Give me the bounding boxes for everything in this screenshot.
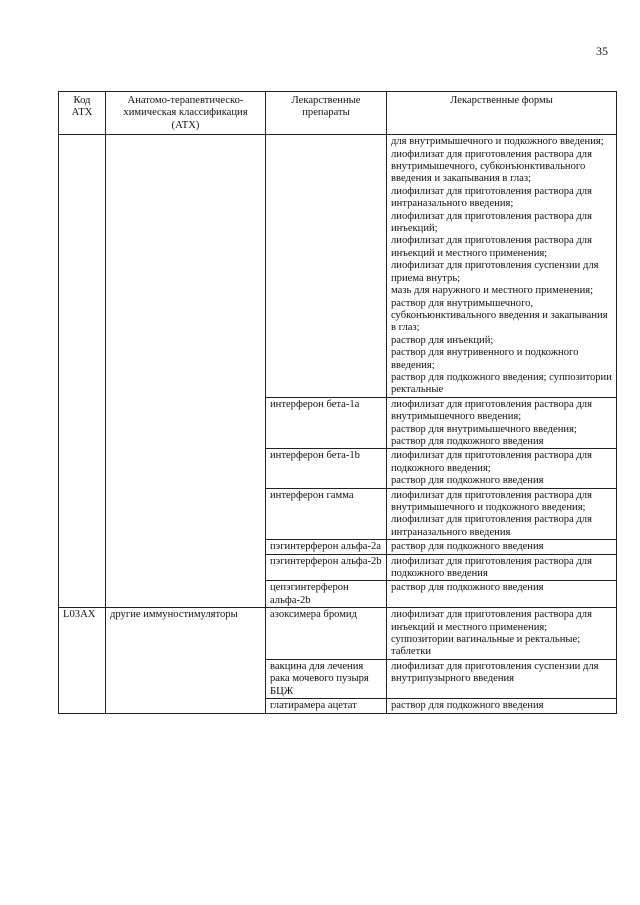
form-item: лиофилизат для приготовления суспензии для внутрипузырного введения xyxy=(391,660,599,685)
table-row xyxy=(59,608,617,660)
form-item: раствор для подкожного введения xyxy=(391,700,544,712)
header-drugs: Лекарственные препараты xyxy=(266,92,387,135)
form-item: суппозитории вагинальные и ректальные; xyxy=(391,634,581,646)
form-item: раствор для подкожного введения xyxy=(391,582,544,594)
form-item: мазь для наружного и местного применения; xyxy=(391,285,594,297)
page-number: 35 xyxy=(596,44,608,58)
form-item: лиофилизат для приготовления раствора для внутримышечного, субконъюнктивального введения и закапывания в глаз; xyxy=(391,148,592,185)
header-code: Код АТХ xyxy=(59,92,106,135)
form-item: раствор для подкожного введения; суппозитории ректальные xyxy=(391,371,612,396)
code-cell-empty xyxy=(59,135,106,608)
drug-name: интерферон бета-1b xyxy=(266,449,387,488)
drug-name: цепэгинтерферон альфа-2b xyxy=(266,581,387,608)
forms-cell xyxy=(387,449,617,488)
atx-code: L03AX xyxy=(59,608,106,713)
form-item: раствор для подкожного введения xyxy=(391,475,544,487)
form-item: лиофилизат для приготовления раствора для интраназального введения xyxy=(391,514,592,538)
forms-cell xyxy=(387,659,617,698)
forms-cell xyxy=(387,554,617,581)
header-forms: Лекарственные формы xyxy=(387,92,617,135)
form-item: раствор для внутривенного и подкожного введения; xyxy=(391,347,579,371)
form-item: лиофилизат для приготовления суспензии для приема внутрь; xyxy=(391,260,599,284)
form-item: лиофилизат для приготовления раствора для внутримышечного введения; xyxy=(391,398,592,423)
forms-cell xyxy=(387,540,617,554)
form-item: лиофилизат для приготовления раствора для внутримышечного и подкожного введения; xyxy=(391,489,592,513)
form-item: для внутримышечного и подкожного введения; xyxy=(391,136,604,148)
form-item: лиофилизат для приготовления раствора для подкожного введения; xyxy=(391,450,592,474)
form-item: лиофилизат для приготовления раствора для подкожного введения xyxy=(391,555,592,580)
forms-cell xyxy=(387,608,617,660)
drug-name: вакцина для лечения рака мочевого пузыря БЦЖ xyxy=(266,659,387,698)
drug-name: интерферон гамма xyxy=(266,488,387,540)
form-item: таблетки xyxy=(391,646,432,658)
table-header-row xyxy=(59,92,617,135)
atx-drug-table xyxy=(58,91,617,714)
forms-cell xyxy=(387,397,617,449)
form-item: раствор для внутримышечного введения; xyxy=(391,423,577,435)
forms-cell xyxy=(387,488,617,540)
table-row xyxy=(59,135,617,398)
drug-name: азоксимера бромид xyxy=(266,608,387,660)
form-item: раствор для инъекций; xyxy=(391,334,494,346)
form-item: раствор для подкожного введения xyxy=(391,541,544,553)
drug-name: пэгинтерферон альфа-2a xyxy=(266,540,387,554)
form-item: раствор для внутримышечного, субконъюнктивального введения и закапывания в глаз; xyxy=(391,297,608,334)
form-item: раствор для подкожного введения xyxy=(391,435,544,447)
form-item: лиофилизат для приготовления раствора для инъекций и местного применения; xyxy=(391,609,592,633)
forms-cell xyxy=(387,699,617,713)
form-item: лиофилизат для приготовления раствора для инъекций; xyxy=(391,210,592,235)
forms-cell xyxy=(387,581,617,608)
drug-name: интерферон бета-1a xyxy=(266,397,387,449)
forms-cell xyxy=(387,135,617,398)
header-classification: Анатомо-терапевтическо-химическая классификация (АТХ) xyxy=(106,92,266,135)
drug-cell-empty xyxy=(266,135,387,398)
form-item: лиофилизат для приготовления раствора для интраназального введения; xyxy=(391,185,592,210)
classification-cell-empty xyxy=(106,135,266,608)
drug-name: пэгинтерферон альфа-2b xyxy=(266,554,387,581)
form-item: лиофилизат для приготовления раствора для инъекций и местного применения; xyxy=(391,235,592,259)
atx-classification: другие иммуностимуляторы xyxy=(106,608,266,713)
drug-name: глатирамера ацетат xyxy=(266,699,387,713)
